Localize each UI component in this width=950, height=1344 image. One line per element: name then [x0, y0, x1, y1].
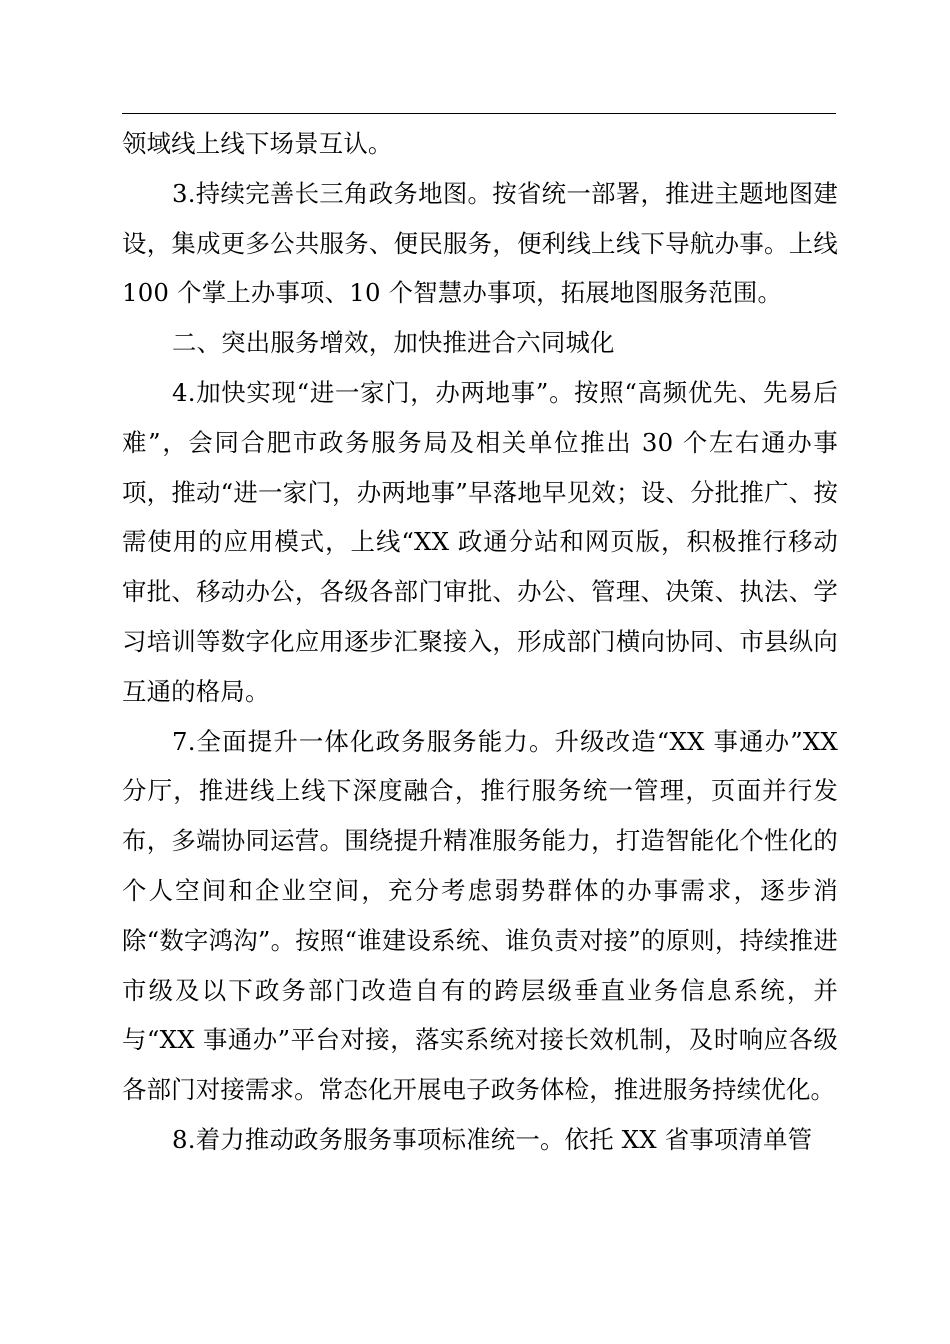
section-heading-2: 二、突出服务增效，加快推进合六同城化 [172, 328, 615, 358]
header-rule [122, 113, 836, 114]
document-body [122, 119, 838, 1165]
paragraph-item-7: 7.全面提升一体化政务服务能力。升级改造“XX 事通办”XX 分厅，推进线上线下深度融合，推行服务统一管理，页面并行发布，多端协同运营。围绕提升精准服务能力，打造智能化个性化的个人空间和企业空间，充分考虑弱势群体的办事需求，逐步消除“数字鸿沟”。按照“谁建设系统、谁负责对接”的原则，持续推进市级及以下政务部门改造自有的跨层级垂直业务信息系统，并与“XX 事通办”平台对接，落实系统对接长效机制，及时响应各级各部门对接需求。常态化开展电子政务体检，推进服务持续优化。 [122, 726, 838, 1105]
paragraph-item-3: 3.持续完善长三角政务地图。按省统一部署，推进主题地图建设，集成更多公共服务、便民服务，便利线上线下导航办事。上线 100 个掌上办事项、10 个智慧办事项，拓展地图服务范围。 [122, 178, 838, 308]
paragraph-item-8: 8.着力推动政务服务事项标准统一。依托 XX 省事项清单管 [172, 1124, 813, 1154]
paragraph-item-4: 4.加快实现“进一家门，办两地事”。按照“高频优先、先易后难”，会同合肥市政务服务局及相关单位推出 30 个左右通办事项，推动“进一家门，办两地事”早落地早见效；设、分批推广、按需使用的应用模式，上线“XX 政通分站和网页版，积极推行移动审批、移动办公，各级各部门审批、办公、管理、决策、执法、学习培训等数字化应用逐步汇聚接入，形成部门横向协同、市县纵向互通的格局。 [122, 377, 838, 706]
paragraph-continuation: 领域线上线下场景互认。 [122, 129, 393, 158]
